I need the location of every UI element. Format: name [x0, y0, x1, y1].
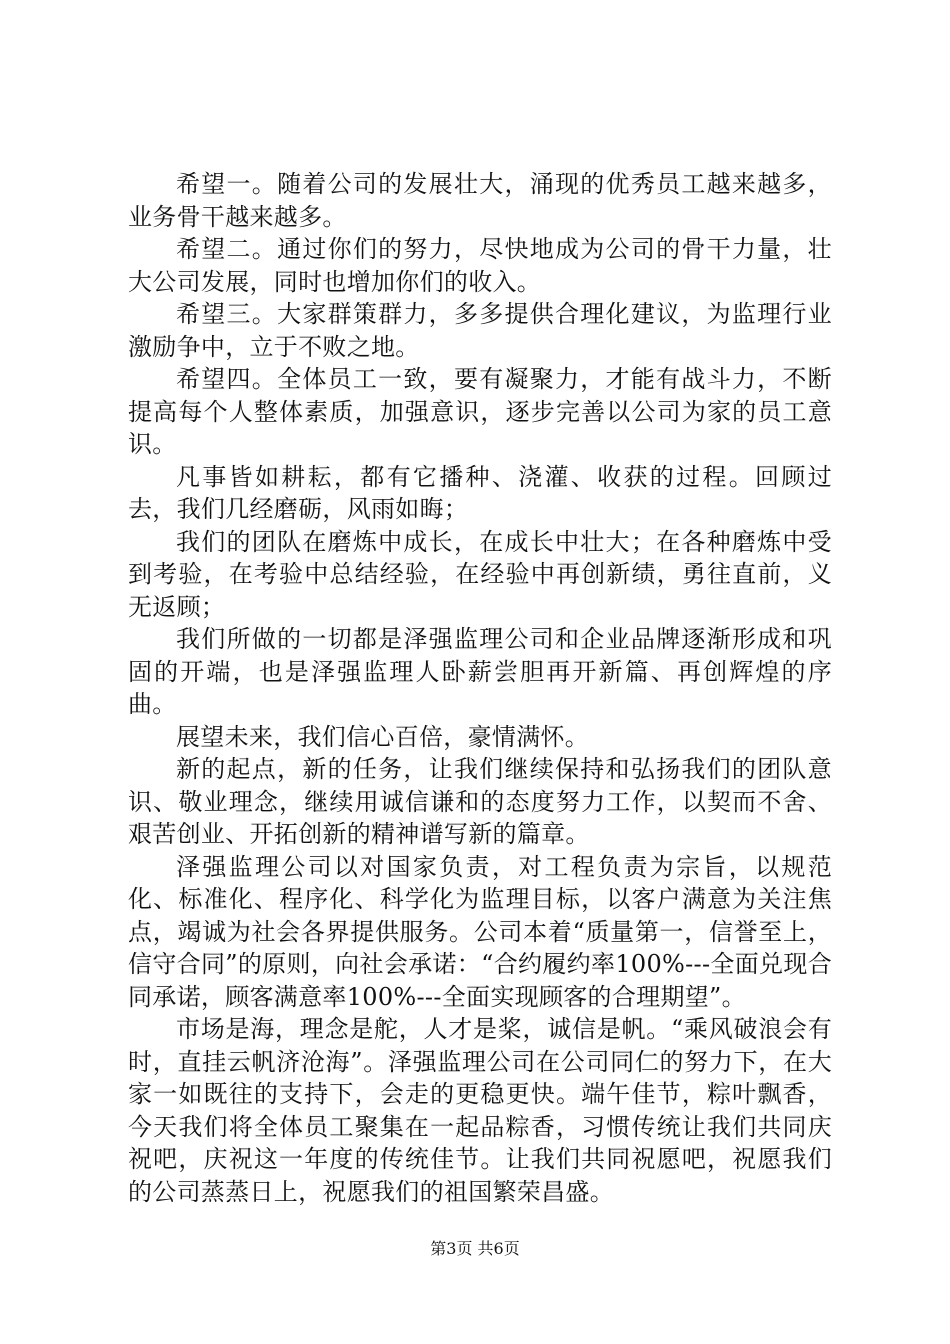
paragraph-hope-1: 希望一。随着公司的发展壮大，涌现的优秀员工越来越多，业务骨干越来越多。	[128, 170, 832, 231]
paragraph-hope-4: 希望四。全体员工一致，要有凝聚力，才能有战斗力，不断提高每个人整体素质，加强意识，逐步完善以公司为家的员工意识。	[128, 365, 832, 458]
document-body	[128, 168, 832, 1208]
paragraph-outlook: 展望未来，我们信心百倍，豪情满怀。	[176, 722, 590, 751]
paragraph-closing: 市场是海，理念是舵，人才是桨，诚信是帆。“乘风破浪会有时，直挂云帆济沧海”。泽强监理公司在公司同仁的努力下，在大家一如既往的支持下，会走的更稳更快。端午佳节，粽叶飘香，今天我们将全体员工聚集在一起品粽香，习惯传统让我们共同庆祝吧，庆祝这一年度的传统佳节。让我们共同祝愿吧，祝愿我们的公司蒸蒸日上，祝愿我们的祖国繁荣昌盛。	[128, 1015, 832, 1206]
paragraph-hope-3: 希望三。大家群策群力，多多提供合理化建议，为监理行业激励争中，立于不败之地。	[128, 300, 832, 361]
paragraph-new-start: 新的起点，新的任务，让我们继续保持和弘扬我们的团队意识、敬业理念，继续用诚信谦和的态度努力工作，以契而不舍、艰苦创业、开拓创新的精神谱写新的篇章。	[128, 755, 832, 848]
paragraph-hope-2: 希望二。通过你们的努力，尽快地成为公司的骨干力量，壮大公司发展，同时也增加你们的收入。	[128, 235, 832, 296]
paragraph-company-mission: 泽强监理公司以对国家负责，对工程负责为宗旨，以规范化、标准化、程序化、科学化为监理目标，以客户满意为关注焦点，竭诚为社会各界提供服务。公司本着“质量第一，信誉至上，信守合同”的原则，向社会承诺：“合约履约率100%---全面兑现合同承诺，顾客满意率100%---全面实现顾客的合理期望”。	[128, 852, 832, 1011]
page-number-footer: 第3页 共6页	[430, 1239, 520, 1258]
paragraph-brand-beginning: 我们所做的一切都是泽强监理公司和企业品牌逐渐形成和巩固的开端，也是泽强监理人卧薪尝胆再开新篇、再创辉煌的序曲。	[128, 625, 832, 718]
paragraph-team-growth: 我们的团队在磨炼中成长，在成长中壮大；在各种磨炼中受到考验，在考验中总结经验，在经验中再创新绩，勇往直前，义无返顾；	[128, 527, 832, 621]
paragraph-review-past: 凡事皆如耕耘，都有它播种、浇灌、收获的过程。回顾过去，我们几经磨砺，风雨如晦；	[128, 462, 832, 523]
